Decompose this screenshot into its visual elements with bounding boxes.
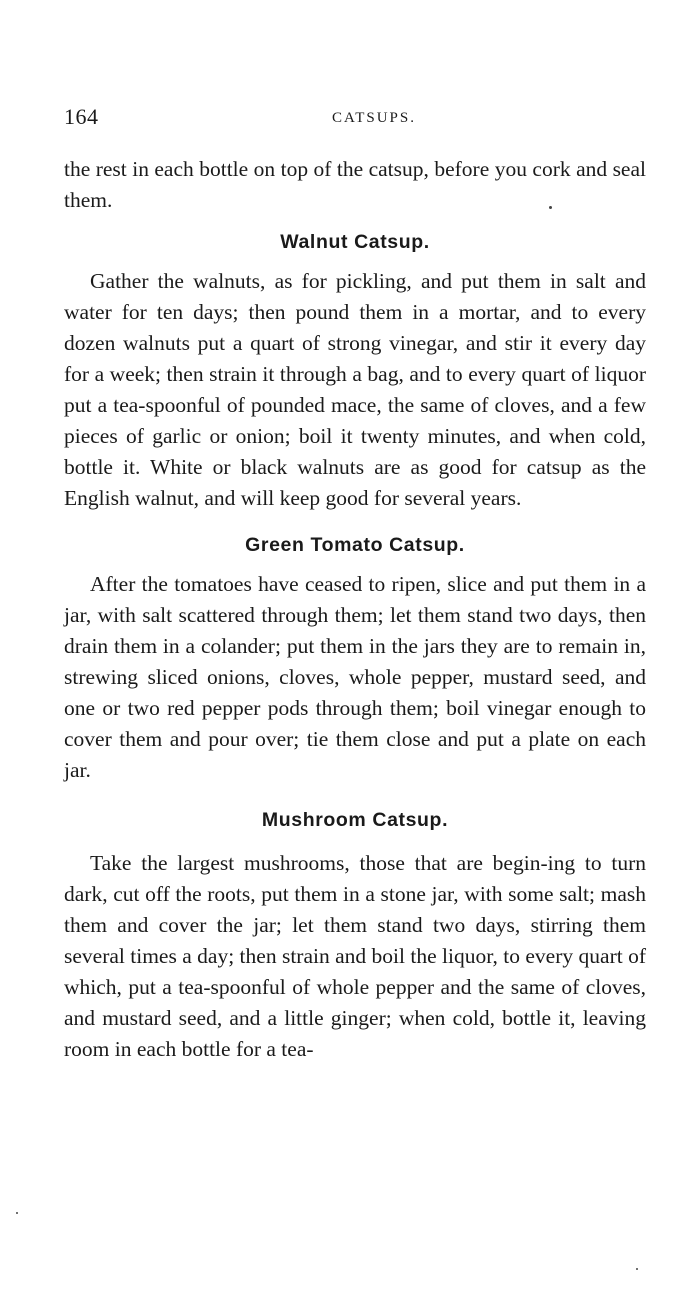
recipe-paragraph: After the tomatoes have ceased to ripen, slice and put them in a jar, with salt scattered through them; let them stand two days, then drain them in a colander; put them in the jars they are to remain in, strewing sliced onions, cloves, whole pepper, mustard seed, and one or two red pepper pods through them; boil vinegar enough to cover them and pour over; tie them close and put a plate on each jar. [64,572,646,782]
continuation-paragraph: the rest in each bottle on top of the catsup, before you cork and seal them. [64,157,646,212]
recipe-mushroom-catsup [64,806,646,1065]
recipe-heading: Walnut Catsup. [280,231,430,253]
recipe-green-tomato-catsup [64,531,646,786]
recipe-paragraph: Take the largest mushrooms, those that are begin-ing to turn dark, cut off the roots, put them in a stone jar, with some salt; mash them and cover the jar; let them stand two days, stirring them several times a day; then strain and boil the liquor, to every quart of which, put a tea-spoonful of whole pepper and the same of cloves, and mustard seed, and a little ginger; when cold, bottle it, leaving room in each bottle for a tea- [64,851,646,1061]
running-title: CATSUPS. [332,110,416,126]
recipe-heading: Green Tomato Catsup. [245,534,465,556]
print-speck [636,1268,638,1270]
page-body [64,154,646,1065]
page-number: 164 [64,104,99,129]
recipe-paragraph: Gather the walnuts, as for pickling, and put them in salt and water for ten days; then pound them in a mortar, and to every dozen walnuts put a quart of strong vinegar, and stir it every day for a week; then strain it through a bag, and to every quart of liquor put a tea-spoonful of pounded mace, the same of cloves, and a few pieces of garlic or onion; boil it twenty minutes, and when cold, bottle it. White or black walnuts are as good for catsup as the English walnut, and will keep good for several years. [64,269,646,510]
recipe-heading: Mushroom Catsup. [261,809,449,831]
running-head [64,104,644,134]
print-speck [16,1212,18,1214]
print-speck [549,206,552,209]
recipe-walnut-catsup [64,228,646,514]
